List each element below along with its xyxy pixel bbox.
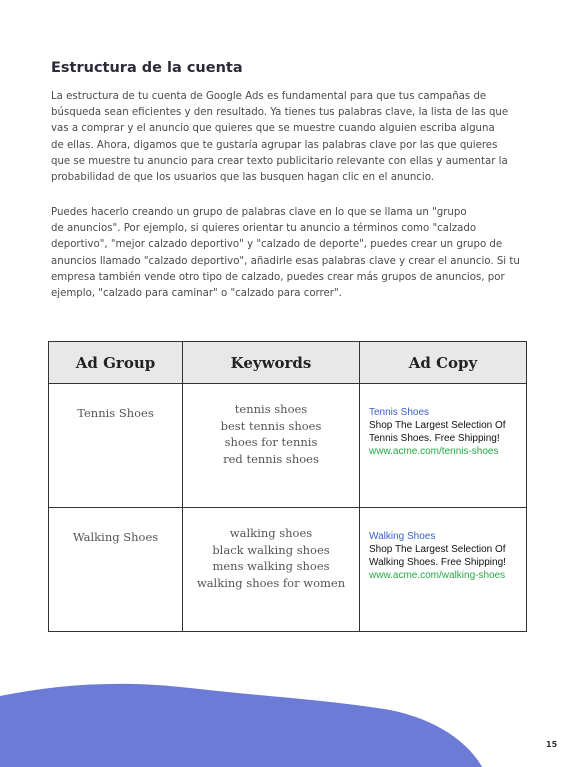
paragraph-line: que se muestre tu anuncio para crear texto publicitario relevante con ellas y aumentar la: [51, 155, 508, 167]
ad-description: Walking Shoes. Free Shipping!: [369, 557, 506, 568]
ad-description: Tennis Shoes. Free Shipping!: [369, 433, 500, 444]
ad-group-table: [48, 341, 527, 632]
keyword: red tennis shoes: [223, 451, 319, 466]
paragraph-line: ejemplo, "calzado para caminar" o "calzado para correr".: [51, 288, 342, 300]
paragraph-line: La estructura de tu cuenta de Google Ads es fundamental para que tus campañas de: [51, 91, 487, 102]
header-ad-group: Ad Group: [49, 342, 183, 384]
paragraph-line: probabilidad de que los usuarios que las busquen hagan clic en el anuncio.: [51, 172, 435, 184]
table-header-row: [49, 342, 527, 384]
ad-headline: Tennis Shoes: [369, 407, 430, 418]
ad-headline: Walking Shoes: [369, 531, 436, 542]
decorative-wave: [0, 660, 573, 767]
ad-copy-preview: [360, 508, 527, 632]
ad-description: Shop The Largest Selection Of: [369, 544, 506, 555]
ad-description: Shop The Largest Selection Of: [369, 420, 506, 431]
keyword: black walking shoes: [212, 542, 330, 557]
paragraph-line: de ellas. Ahora, digamos que te gustaría agrupar las palabras clave por las que quieres: [51, 139, 498, 151]
header-keywords: Keywords: [183, 342, 360, 384]
ad-group-name: Walking Shoes: [49, 508, 183, 632]
paragraph-line: anuncios llamado "calzado deportivo", añadirle esas palabras clave y crear el anuncio. Si tu: [51, 255, 520, 267]
keyword: walking shoes for women: [196, 575, 346, 590]
ad-display-url: www.acme.com/tennis-shoes: [369, 446, 499, 457]
table-row: [49, 384, 527, 508]
keyword: mens walking shoes: [212, 559, 330, 573]
keyword-list: [183, 508, 360, 632]
paragraph-line: vas a comprar y el anuncio que quieres que se muestre cuando alguien escriba alguna: [51, 123, 495, 135]
paragraph-account-structure: [51, 89, 531, 186]
table-row: [49, 508, 527, 632]
keyword: walking shoes: [229, 526, 313, 540]
header-ad-copy: Ad Copy: [360, 342, 527, 384]
paragraph-line: búsqueda sean eficientes y den resultado. Ya tienes tus palabras clave, la lista de las que: [51, 107, 509, 119]
ad-display-url: www.acme.com/walking-shoes: [369, 570, 506, 581]
keyword: tennis shoes: [234, 402, 308, 416]
section-heading: Estructura de la cuenta: [51, 60, 243, 76]
keyword-list: [183, 384, 360, 508]
paragraph-ad-groups: [51, 205, 531, 302]
ad-group-name: Tennis Shoes: [49, 384, 183, 508]
ad-copy-preview: [360, 384, 527, 508]
keyword: best tennis shoes: [220, 418, 322, 433]
wave-shape: [0, 684, 482, 767]
keyword: shoes for tennis: [224, 435, 318, 449]
paragraph-line: de anuncios". Por ejemplo, si quieres orientar tu anuncio a términos como "calzado: [51, 223, 477, 235]
paragraph-line: Puedes hacerlo creando un grupo de palabras clave en lo que se llama un "grupo: [51, 207, 467, 218]
paragraph-line: empresa también vende otro tipo de calzado, puedes crear más grupos de anuncios, por: [51, 271, 505, 283]
page-number: 15: [546, 740, 558, 749]
paragraph-line: deportivo", "mejor calzado deportivo" y "calzado de deporte", puedes crear un grupo de: [51, 239, 503, 251]
